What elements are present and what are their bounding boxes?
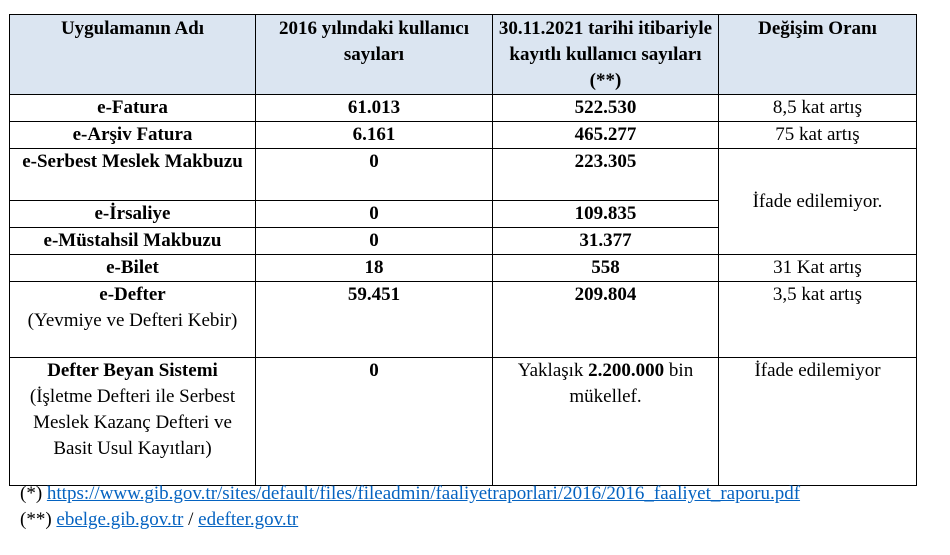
users-2021-cell: 31.377 [493,228,719,255]
footnote-1-marker: (*) [20,483,47,504]
footnote-2-link-edefter[interactable]: edefter.gov.tr [198,509,299,530]
footnotes [20,481,800,533]
users-2016-cell: 61.013 [256,95,493,122]
approx-prefix: Yaklaşık [517,360,589,381]
app-name-subtitle: (Yevmiye ve Defteri Kebir) [27,310,238,331]
app-name-title: e-Defter [99,284,166,305]
change-rate-cell: 31 Kat artış [719,255,917,282]
app-name-cell: e-Serbest Meslek Makbuzu [10,149,256,201]
users-2016-cell: 0 [256,358,493,486]
users-2021-cell: 465.277 [493,122,719,149]
header-change-rate: Değişim Oranı [719,15,917,95]
users-2016-cell: 6.161 [256,122,493,149]
users-2021-cell: 223.305 [493,149,719,201]
users-2021-cell: 209.804 [493,282,719,358]
change-rate-cell: 8,5 kat artış [719,95,917,122]
users-2016-cell: 0 [256,149,493,201]
approx-value: 2.200.000 [588,360,665,381]
app-name-cell [10,282,256,358]
app-name-cell: e-Müstahsil Makbuzu [10,228,256,255]
table-row [10,282,917,358]
app-name-cell: e-Arşiv Fatura [10,122,256,149]
table-row [10,95,917,122]
footnote-2-link-ebelge[interactable]: ebelge.gib.gov.tr [56,509,184,530]
app-name-cell: e-Bilet [10,255,256,282]
header-app-name: Uygulamanın Adı [10,15,256,95]
table-row [10,122,917,149]
header-users-2016: 2016 yılındaki kullanıcı sayıları [256,15,493,95]
app-name-cell: e-İrsaliye [10,201,256,228]
app-name-subtitle: (İşletme Defteri ile Serbest Meslek Kazanç Defteri ve Basit Usul Kayıtları) [29,386,236,459]
users-2021-cell: 522.530 [493,95,719,122]
table-row [10,149,917,201]
users-2021-cell [493,358,719,486]
table-header-row [10,15,917,95]
footnote-2 [20,507,800,533]
users-2016-cell: 0 [256,228,493,255]
users-2021-cell: 109.835 [493,201,719,228]
users-2016-cell: 0 [256,201,493,228]
table-row [10,255,917,282]
statistics-table [9,14,917,486]
footnote-1 [20,481,800,507]
header-users-2021: 30.11.2021 tarihi itibariyle kayıtlı kullanıcı sayıları (**) [493,15,719,95]
app-name-cell: e-Fatura [10,95,256,122]
change-rate-cell: 75 kat artış [719,122,917,149]
app-name-title: Defter Beyan Sistemi [47,360,218,381]
users-2021-cell: 558 [493,255,719,282]
change-rate-cell: İfade edilemiyor [719,358,917,486]
users-2016-cell: 18 [256,255,493,282]
app-name-cell [10,358,256,486]
footnote-1-link[interactable]: https://www.gib.gov.tr/sites/default/files/fileadmin/faaliyetraporlari/2016/2016_faaliyet_raporu.pdf [46,483,801,504]
footnote-2-separator: / [183,509,199,530]
table-row [10,358,917,486]
approx-suffix: bin mükellef. [569,360,694,407]
change-rate-cell: 3,5 kat artış [719,282,917,358]
footnote-2-marker: (**) [20,509,57,530]
users-2016-cell: 59.451 [256,282,493,358]
change-rate-merged-cell: İfade edilemiyor. [719,149,917,255]
